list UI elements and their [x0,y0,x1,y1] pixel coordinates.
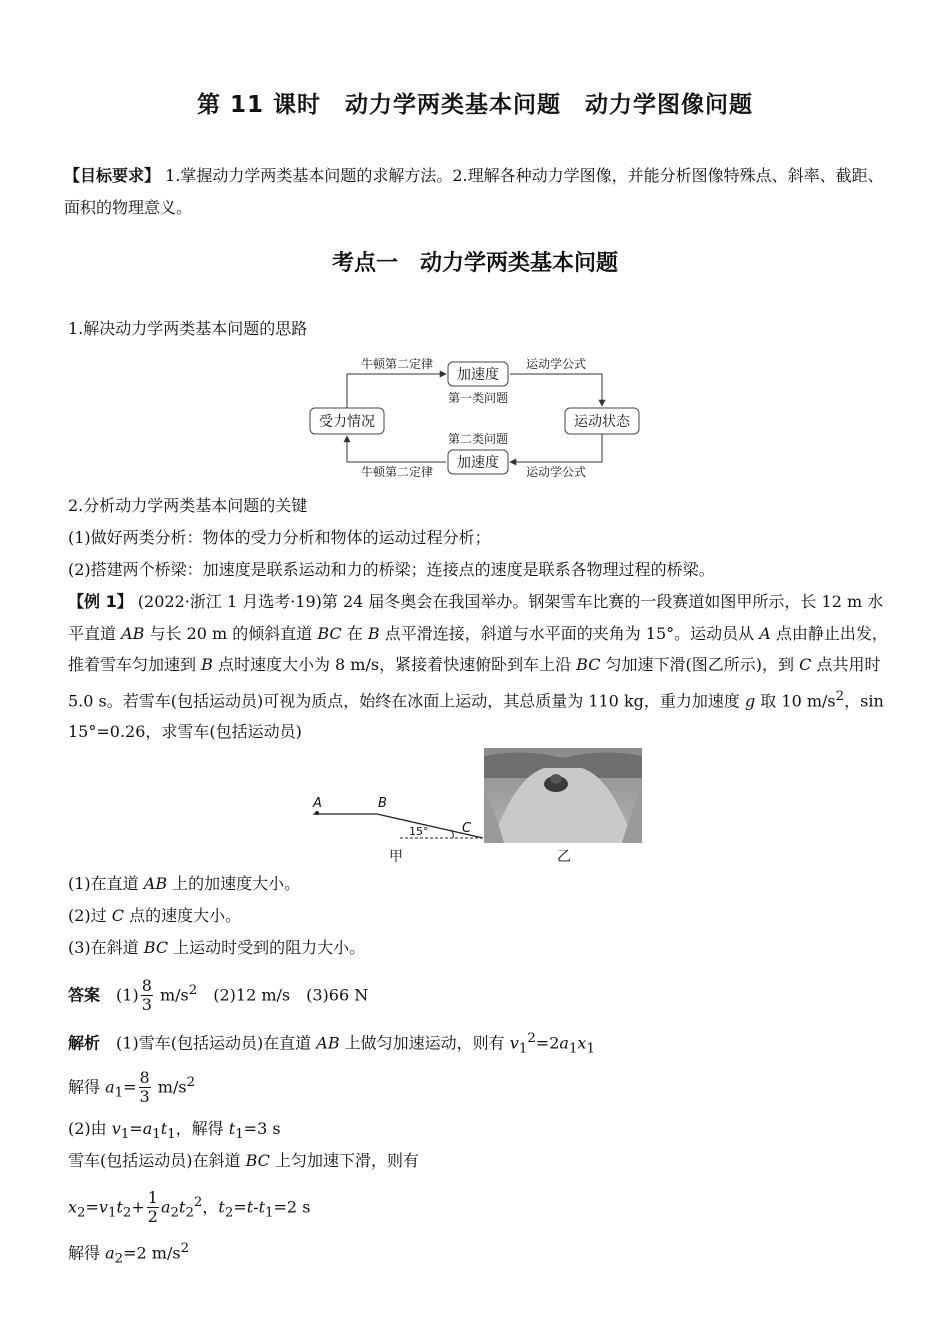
analysis-text: 上做匀加速运动，则有 [339,1033,510,1053]
arrow-motion-to-accel [510,434,602,462]
superscript: 2 [193,1195,203,1210]
angle-label: 15° [409,825,429,838]
caption-jia: 甲 [389,849,403,865]
example-text: ，sin 15°=0.26，求雪车(包括运动员) [68,690,884,742]
box-accel-bottom-label: 加速度 [457,455,499,471]
analysis-line-4 [68,1150,419,1172]
example-tag: 【例 1】 [68,592,133,611]
numerator: 8 [139,1068,150,1088]
example-text: 点时速度大小为 8 m/s，紧接着快速俯卧到车上沿 [212,655,577,674]
var-bc: BC [245,1151,270,1170]
var-bc: BC [143,938,169,957]
var-ab: AB [121,623,145,643]
var-c: C [111,906,125,925]
label-newton-top: 牛顿第二定律 [360,357,434,371]
var-bc: BC [576,655,601,674]
example-text: 点共用时 5.0 s。若雪车(包括运动员)可视为质点，始终在冰面上运动，其总质量为 110 kg，重力加速度 [68,655,881,710]
superscript: 2 [835,688,845,704]
var-ab: AB [143,874,168,893]
label-newton-bottom: 牛顿第二定律 [360,465,434,479]
analysis-line-2: 解得 $a_1=$ $\frac{8}{3}$ $m/s^2$ [68,1068,196,1107]
var-b: B [201,655,213,674]
question-2 [68,905,241,927]
unit: m/s [154,985,189,1005]
analysis-text: =2 m/s [123,1243,181,1263]
numerator: 1 [147,1188,158,1208]
var-b: B [367,623,380,643]
box-accel-top-label: 加速度 [457,367,499,383]
example-1 [68,586,888,748]
fraction [139,1069,151,1106]
label-b: B [378,796,387,811]
answer-line [68,972,368,1014]
analysis-text: 解得 [68,1243,106,1263]
example-text: 与长 20 m 的倾斜直道 [144,623,318,643]
analysis-text: 雪车(包括运动员)在斜道 [68,1151,246,1170]
analysis-text: (1)雪车(包括运动员)在直道 [116,1033,317,1053]
arrow-force-to-accel [347,374,446,408]
analysis-text: ，解得 [175,1119,229,1138]
superscript: 2 [188,983,198,998]
example-text: (2022·浙江 1 月选考·19)第 24 届冬奥会在我国举办。钢架雪车比赛的一段赛道如图甲所示，长 12 m 水平直道 [68,592,884,643]
subscript: 1 [568,1041,578,1057]
box-force-label: 受力情况 [319,414,375,430]
fraction [141,977,153,1014]
var-a: a [105,1077,115,1097]
analysis-line-5: $x_2=v_1t_2+$ $\frac{1}{2}$ $a_2t_2^2$，$t_2=t-t_1=2$ s [68,1188,311,1227]
goal-text: 1.掌握动力学两类基本问题的求解方法。2.理解各种动力学图像，并能分析图像特殊点、斜率、截距、面积的物理意义。 [64,166,884,217]
question-1 [68,873,300,895]
analysis-label: 解析 [68,1033,101,1053]
flow-diagram [300,352,650,482]
analysis-line-3: (2)由 $v_1=a_1t_1$，解得 $t_1=3$ s [68,1119,281,1143]
label-kinematics-top: 运动学公式 [525,357,587,371]
var-g: g [744,690,756,710]
denominator: 3 [141,995,152,1015]
superscript: 2 [186,1075,196,1090]
example-text: 点平滑连接，斜道与水平面的夹角为 15°。运动员从 [379,623,760,643]
analysis-text: =2 s [273,1197,311,1217]
answer-rest: (2)12 m/s (3)66 N [197,985,369,1005]
caption-yi: 乙 [557,849,571,865]
analysis-text: =3 s [243,1119,281,1138]
numerator: 8 [141,976,152,996]
point-1: 1.解决动力学两类基本问题的思路 [68,319,308,338]
label-first-type: 第一类问题 [447,391,509,405]
question-text: 点的速度大小。 [124,906,242,925]
point-2-1: (1)做好两类分析：物体的受力分析和物体的运动过程分析； [68,528,491,547]
question-text: (1)在直道 [68,874,144,893]
subscript: 1 [586,1041,595,1057]
page-title: 第 11 课时 动力学两类基本问题 动力学图像问题 [196,92,754,118]
var-ab: AB [316,1033,340,1053]
example-text: 匀加速下滑(图乙所示)，到 [600,655,800,674]
question-3 [68,937,365,959]
denominator: 2 [147,1207,158,1227]
label-second-type: 第二类问题 [447,432,509,446]
var-a: a [559,1033,569,1053]
question-text: 上的加速度大小。 [167,874,301,893]
example-text: 在 [341,623,368,643]
answer-part: (1) [116,985,139,1005]
superscript: 2 [527,1031,536,1046]
denominator: 3 [139,1087,150,1107]
label-a: A [313,796,322,811]
superscript: 2 [180,1241,190,1256]
question-text: (3)在斜道 [68,938,144,957]
subscript: 1 [518,1041,528,1057]
analysis-text: 解得 [68,1077,106,1097]
unit: m/s [152,1077,187,1097]
start-point [315,811,319,815]
var-x: x [577,1033,587,1053]
label-kinematics-bottom: 运动学公式 [525,465,587,479]
analysis-text: (2)由 [68,1119,112,1138]
goal-paragraph [64,160,894,224]
point-2-2: (2)搭建两个桥梁：加速度是联系运动和力的桥梁；连接点的速度是联系各物理过程的桥梁。 [68,560,715,579]
question-text: (2)过 [68,906,112,925]
point-2: 2.分析动力学两类基本问题的关键 [68,496,308,515]
label-c: C [462,821,472,836]
goal-tag: 【目标要求】 [64,166,161,185]
var-v: v [509,1033,519,1053]
question-text: 上运动时受到的阻力大小。 [168,938,366,957]
analysis-line-6: 解得 $a_2=2$ $m/s^2$ [68,1241,190,1267]
subscript: 1 [114,1085,124,1101]
analysis-text: 上匀加速下滑，则有 [269,1151,419,1170]
answer-label: 答案 [68,985,101,1005]
photo-skeleton-sled [484,748,642,843]
example-text: 点由静止出发，推着雪车匀加速到 [68,623,888,674]
arrow-accel-to-motion [510,374,602,406]
example-text: 取 10 m/s [755,690,836,710]
var-c: C [799,655,812,674]
fraction [147,1189,159,1226]
var-bc: BC [317,623,342,643]
var-a: A [759,623,771,643]
box-motion-label: 运动状态 [574,414,630,430]
section-title: 考点一 动力学两类基本问题 [331,251,618,276]
arrow-accel-to-force [347,436,446,462]
analysis-line-1: 解析 (1)雪车(包括运动员)在直道 AB 上做匀加速运动，则有 $v_1^2=2a_1x_1$ [68,1031,595,1057]
